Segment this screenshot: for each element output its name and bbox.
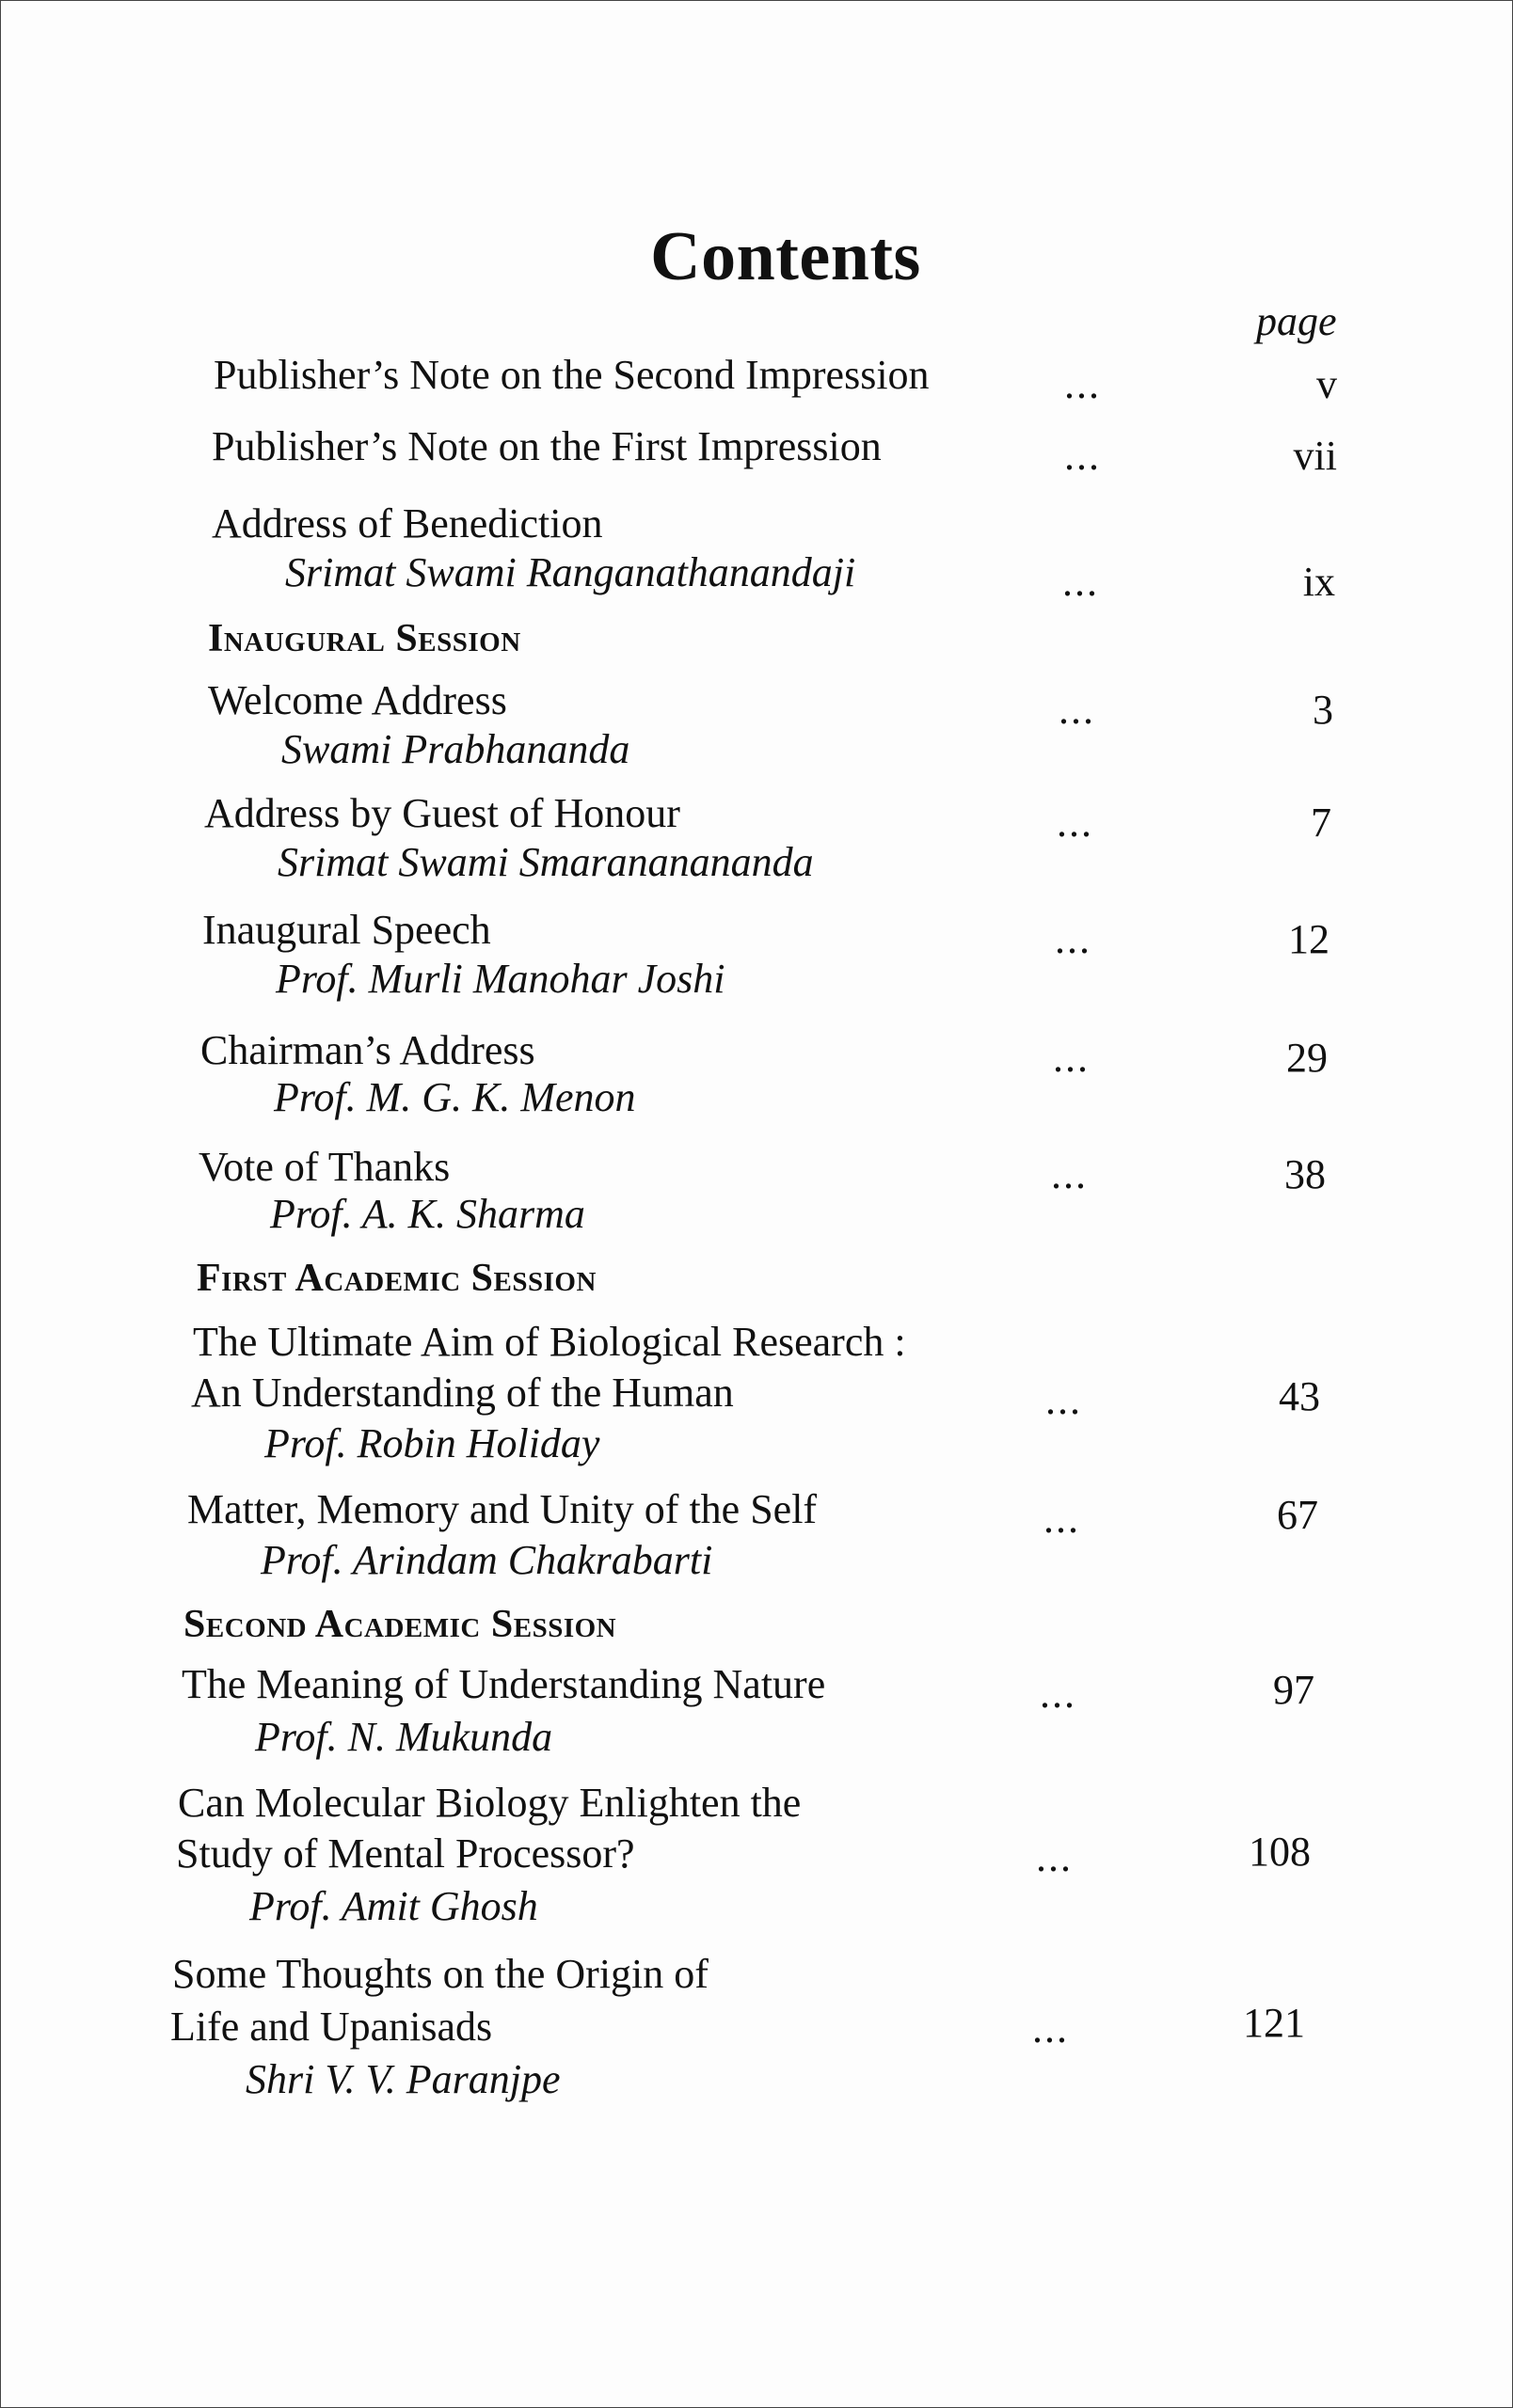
entry-title-line1: The Ultimate Aim of Biological Research : [193,1319,906,1365]
leader-dots: ... [1051,1151,1088,1197]
page-column-label: page [1256,298,1337,344]
page-number: 97 [1273,1667,1314,1713]
entry-author: Prof. A. K. Sharma [270,1191,585,1237]
leader-dots: ... [1055,916,1091,962]
entry-title: Vote of Thanks [199,1144,451,1190]
section-heading: Second Academic Session [183,1603,617,1646]
entry-title-line2: Study of Mental Processor? [176,1830,635,1877]
leader-dots: ... [1064,433,1101,479]
entry-title: Publisher’s Note on the First Impression [212,423,882,469]
entry-author: Prof. M. G. K. Menon [274,1074,636,1120]
entry-title: Publisher’s Note on the Second Impression [214,352,930,398]
entry-title: Welcome Address [208,677,507,723]
entry-title-line1: Can Molecular Biology Enlighten the [178,1780,802,1826]
leader-dots: ... [1053,1035,1090,1081]
leader-dots: ... [1064,361,1101,407]
entry-title: Address by Guest of Honour [204,790,680,836]
page-number: ix [1302,559,1335,605]
entry-author: Shri V. V. Paranjpe [246,2056,561,2102]
entry-author: Swami Prabhananda [281,726,630,772]
page-number: 29 [1286,1035,1328,1081]
leader-dots: ... [1045,1377,1082,1423]
entry-author: Prof. Amit Ghosh [249,1883,538,1929]
entry-author: Prof. N. Mukunda [255,1714,553,1760]
page-number: 12 [1288,916,1330,962]
page-number: v [1316,361,1337,407]
entry-title: Inaugural Speech [202,907,491,953]
entry-title-line2: An Understanding of the Human [191,1370,734,1416]
leader-dots: ... [1040,1671,1076,1717]
entry-title-line2: Life and Upanisads [170,2004,493,2050]
leader-dots: ... [1057,800,1093,846]
leader-dots: ... [1036,1834,1073,1880]
leader-dots: ... [1059,687,1095,733]
entry-author: Prof. Robin Holiday [264,1420,600,1466]
leader-dots: ... [1043,1496,1080,1542]
page-number: 43 [1279,1373,1320,1419]
leader-dots: ... [1032,2005,1069,2052]
entry-author: Prof. Murli Manohar Joshi [276,956,725,1002]
page-number: 108 [1249,1829,1311,1875]
entry-author: Srimat Swami Ranganathanandaji [285,549,856,595]
page-number: vii [1293,433,1337,479]
entry-title-line1: Some Thoughts on the Origin of [172,1951,709,1997]
page-number: 67 [1277,1492,1318,1538]
page-number: 3 [1313,687,1333,733]
page-number: 38 [1284,1151,1326,1197]
page-number: 121 [1243,2000,1305,2046]
entry-author: Prof. Arindam Chakrabarti [261,1537,713,1583]
entry-author: Srimat Swami Smarananananda [278,839,814,885]
page-title: Contents [650,218,921,295]
entry-title: Matter, Memory and Unity of the Self [187,1486,818,1532]
page-number: 7 [1311,800,1331,846]
entry-title: Address of Benediction [212,500,603,547]
entry-title: Chairman’s Address [200,1027,535,1073]
leader-dots: ... [1062,559,1099,605]
entry-title: The Meaning of Understanding Nature [182,1661,826,1707]
section-heading: Inaugural Session [208,617,521,660]
section-heading: First Academic Session [197,1257,597,1300]
